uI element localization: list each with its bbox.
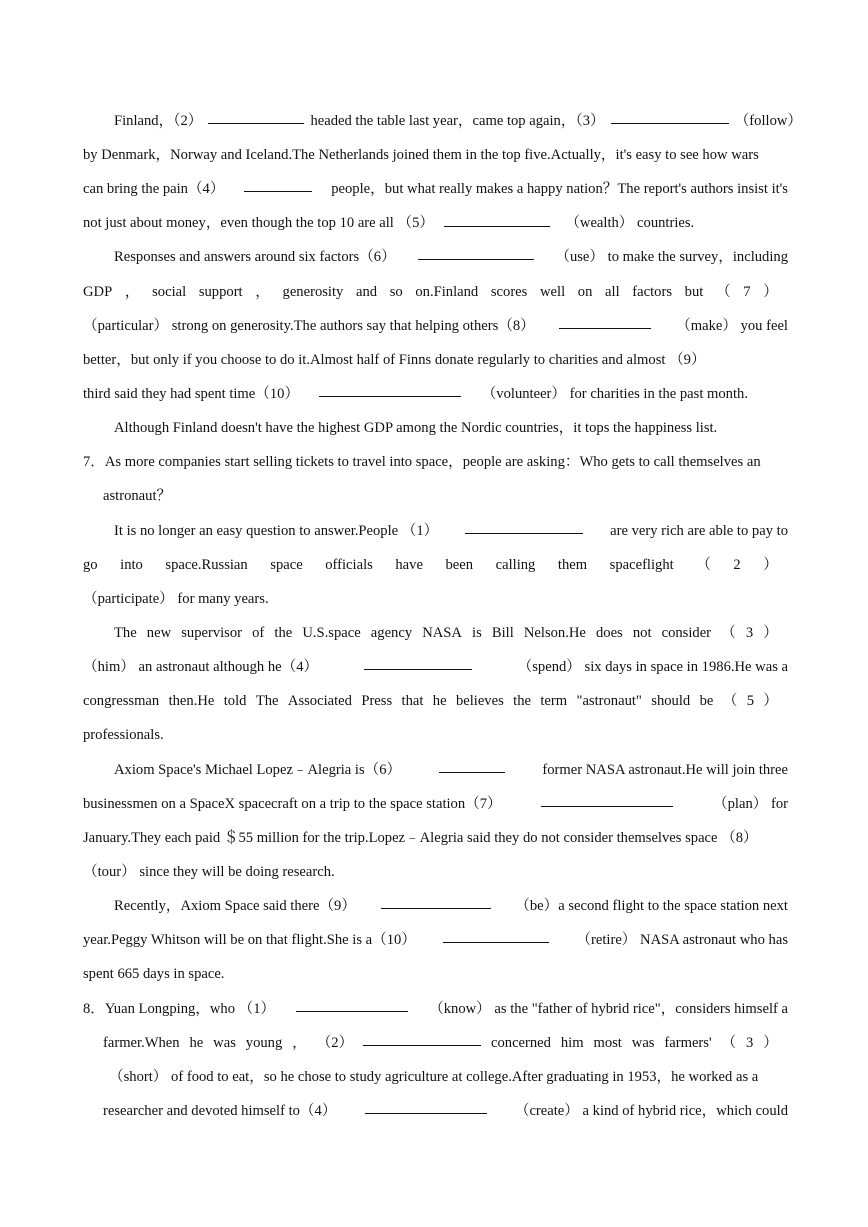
text-line: January.They each paid ＄55 million for the trip.Lopez﹣Alegria said they do not consider themselves space （8） xyxy=(83,830,758,846)
answer-blank[interactable] xyxy=(439,760,505,773)
text-line: Recently，Axiom Space said there（9） （be）a second flight to the space station next xyxy=(114,898,788,914)
answer-blank[interactable] xyxy=(244,179,312,192)
answer-blank[interactable] xyxy=(296,999,408,1012)
text-line: Although Finland doesn't have the highest GDP among the Nordic countries，it tops the happiness list. xyxy=(114,420,718,436)
answer-blank[interactable] xyxy=(365,1101,487,1114)
answer-blank[interactable] xyxy=(465,521,583,534)
answer-blank[interactable] xyxy=(364,657,472,670)
text-line: The new supervisor of the U.S.space agency NASA is Bill Nelson.He does not consider （ 3 ） xyxy=(114,625,778,641)
text-line: （particular） strong on generosity.The authors say that helping others（8） （make） you feel xyxy=(83,318,788,334)
text-line: businessmen on a SpaceX spacecraft on a trip to the space station（7） （plan） for xyxy=(83,796,788,812)
text-line: better，but only if you choose to do it.Almost half of Finns donate regularly to charities and almost （9） xyxy=(83,352,706,368)
text-line: spent 665 days in space. xyxy=(83,966,225,982)
text-line: researcher and devoted himself to（4） （create） a kind of hybrid rice，which could xyxy=(103,1103,788,1119)
answer-blank[interactable] xyxy=(319,384,461,397)
text-line: congressman then.He told The Associated Press that he believes the term "astronaut" should be （ 5 ） xyxy=(83,693,778,709)
answer-blank[interactable] xyxy=(444,214,550,227)
answer-blank[interactable] xyxy=(541,794,673,807)
text-line: farmer.When he was young ， （2） concerned him most was farmers' （ 3 ） xyxy=(103,1035,778,1051)
answer-blank[interactable] xyxy=(443,930,549,943)
text-line: professionals. xyxy=(83,727,164,743)
text-line: Axiom Space's Michael Lopez﹣Alegria is（6） former NASA astronaut.He will join three xyxy=(114,762,788,778)
text-line: （short） of food to eat，so he chose to study agriculture at college.After graduating in 1953，he worked as a xyxy=(109,1069,759,1085)
text-line: It is no longer an easy question to answer.People （1） are very rich are able to pay to xyxy=(114,523,788,539)
text-line: （tour） since they will be doing research. xyxy=(83,864,335,880)
text-line: can bring the pain（4） people，but what really makes a happy nation？The report's authors insist it's xyxy=(83,181,788,197)
text-line: go into space.Russian space officials have been calling them spaceflight （ 2 ） xyxy=(83,557,778,573)
text-line: GDP ， social support ， generosity and so on.Finland scores well on all factors but （ 7 ） xyxy=(83,284,778,300)
question-heading: 7．As more companies start selling tickets to travel into space，people are asking：Who gets to call themselves an xyxy=(83,454,761,470)
answer-blank[interactable] xyxy=(381,896,491,909)
text-line: by Denmark，Norway and Iceland.The Netherlands joined them in the top five.Actually，it's easy to see how wars xyxy=(83,147,759,163)
text-line: Responses and answers around six factors（6） （use） to make the survey，including xyxy=(114,249,788,265)
answer-blank[interactable] xyxy=(559,316,651,329)
answer-blank[interactable] xyxy=(363,1033,481,1046)
text-line: third said they had spent time（10） （volunteer） for charities in the past month. xyxy=(83,386,748,402)
text-line: not just about money，even though the top 10 are all （5） （wealth） countries. xyxy=(83,215,695,231)
question-heading: 8．Yuan Longping，who （1） （know） as the "father of hybrid rice"，considers himself a xyxy=(83,1001,788,1017)
answer-blank[interactable] xyxy=(208,111,304,124)
text-line: Finland，（2） headed the table last year，came top again，（3） （follow） xyxy=(114,113,802,129)
text-line: （participate） for many years. xyxy=(83,591,269,607)
text-line: （him） an astronaut although he（4） （spend） six days in space in 1986.He was a xyxy=(83,659,788,675)
answer-blank[interactable] xyxy=(611,111,729,124)
answer-blank[interactable] xyxy=(418,247,534,260)
text-line: astronaut？ xyxy=(103,488,172,504)
text-line: year.Peggy Whitson will be on that flight.She is a（10） （retire） NASA astronaut who has xyxy=(83,932,788,948)
